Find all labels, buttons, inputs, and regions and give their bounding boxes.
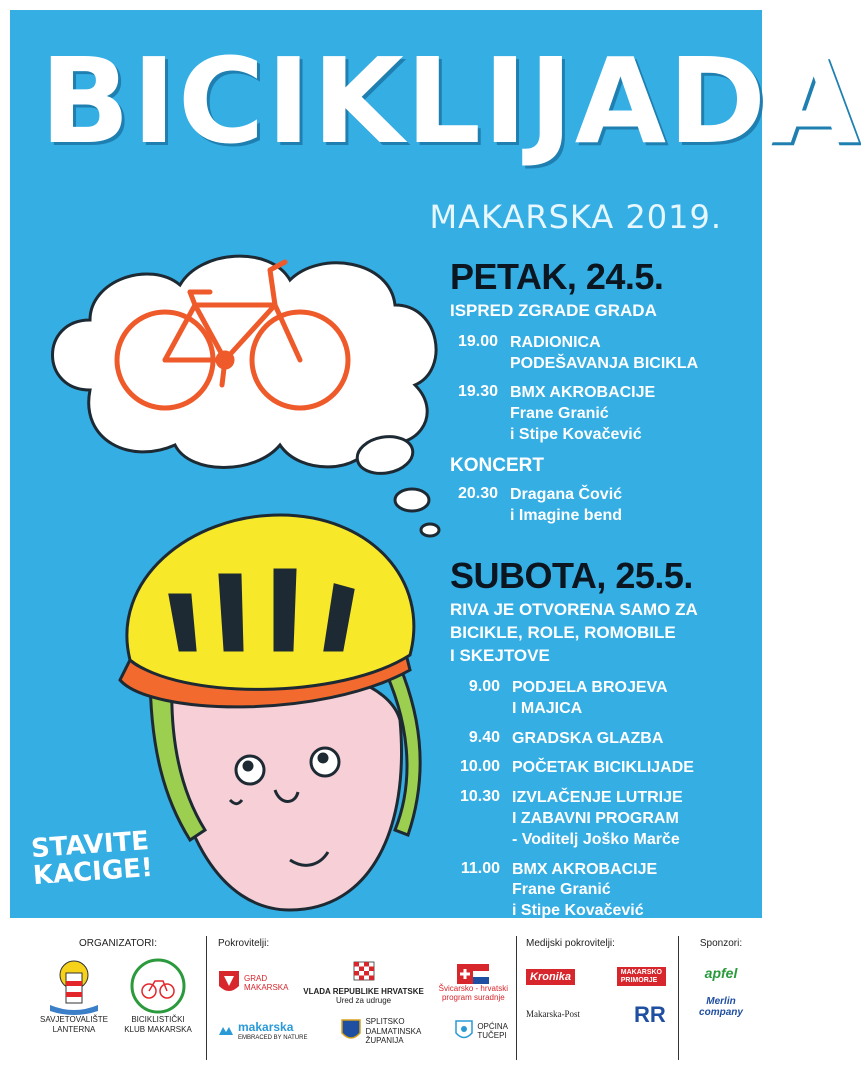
org-line: KLUB MAKARSKA [124,1024,192,1034]
event-time: 10.30 [459,788,500,806]
radio-makarska-logo-icon [632,1002,666,1026]
media-kronika-logo: Kronika [526,969,575,985]
bike-club-logo-icon [129,957,187,1015]
event-line: i Imagine bend [510,506,623,524]
patron-makarska-tourism [218,1021,307,1042]
event-desc [510,485,622,527]
media-line: PRIMORJE [620,976,658,984]
patron-zupanija [341,1017,421,1045]
event-line: PODJELA BROJEVA [512,678,668,696]
friday-place: ISPRED ZGRADE GRADA [450,300,657,320]
event-desc [512,860,657,922]
sponsors [686,938,756,1018]
sponsor-line: Merlin [706,996,736,1007]
slogan-line-1: STAVITE [30,826,151,865]
event-line: I ZABAVNI PROGRAM [512,809,679,827]
event-desc [512,758,694,779]
schedule-row [450,860,750,922]
patron-line: makarska [238,1019,294,1034]
org-club-name [118,1015,198,1034]
poster-subtitle: MAKARSKA 2019. [429,198,722,236]
patron-text [477,1022,508,1040]
place-line: BICIKLE, ROLE, ROMOBILE [450,623,676,643]
org-line: LANTERNA [52,1024,96,1034]
organizers-label: ORGANIZATORI: [79,938,157,949]
event-line: i Stipe Kovačević [512,902,644,920]
patron-line: VLADA REPUBLIKE HRVATSKE [303,987,424,996]
sponsor-apfel-logo: apfel [704,965,738,981]
media-label: Medijski pokrovitelji: [526,938,615,949]
event-line: BMX AKROBACIJE [512,860,658,878]
croatian-coat-of-arms-icon [353,961,375,987]
event-time: 20.30 [458,484,499,502]
footer-divider [206,936,207,1060]
tucepi-coat-of-arms-icon [455,1020,473,1042]
org-line: BICIKLISTIČKI [131,1015,185,1024]
event-line: PODEŠAVANJA BICIKLA [510,354,699,372]
sponsor-merlin-logo [686,997,756,1018]
patron-line: DALMATINSKA [365,1026,422,1036]
event-line: BMX AKROBACIJE [510,384,656,402]
schedule [450,258,750,931]
event-line: - Voditelj Joško Marče [512,830,680,848]
patron-opcina-tucepi [455,1020,508,1042]
zupanija-coat-of-arms-icon [341,1019,361,1043]
event-time: 19.30 [458,383,499,401]
event-time: 11.00 [460,859,500,877]
footer-divider [516,936,517,1060]
event-desc [510,333,698,375]
patrons [218,938,508,1045]
event-time: 9.40 [468,728,500,746]
org-biciklisticki-klub [118,957,198,1034]
patron-line: TUČEPI [477,1031,507,1041]
event-time: 9.00 [468,677,500,695]
lanterna-logo-icon [44,957,104,1015]
concert-label: KONCERT [450,454,544,476]
media-patrons [526,938,666,1026]
event-line: RADIONICA [510,333,601,351]
footer [10,930,762,1070]
patron-line: EMBRACED BY NATURE [238,1034,308,1041]
event-line: Frane Granić [512,881,611,899]
patron-line: SPLITSKO [365,1017,405,1027]
patron-grad-makarska [218,970,288,996]
event-desc [510,383,655,445]
patron-line: OPĆINA [477,1021,508,1031]
patron-line: Švicarsko - hrvatski [438,984,508,993]
poster-title: BICIKLIJADA [40,32,861,170]
saturday-title: SUBOTA, 25.5. [450,555,693,597]
event-time: 19.00 [458,332,499,350]
event-line: I MAJICA [512,699,583,717]
schedule-row [450,788,750,850]
event-line: i Stipe Kovačević [510,425,642,443]
patron-line: program suradnje [441,993,505,1003]
saturday-place [450,599,750,668]
event-desc [512,788,683,850]
event-desc [512,729,663,750]
media-line: MAKARSKO [620,969,662,976]
poster [10,10,861,920]
schedule-row [450,333,750,375]
thought-cloud-bicycle-illustration [30,240,460,540]
event-desc [512,678,668,720]
place-line: RIVA JE OTVORENA SAMO ZA [450,600,698,620]
friday-title: PETAK, 24.5. [450,256,664,297]
place-line: I SKEJTOVE [450,645,550,665]
patron-text [238,1021,307,1042]
grad-makarska-logo-icon [218,970,240,996]
slogan [30,828,154,891]
svg-text:RR: RR [634,1002,666,1028]
event-line: Dragana Čović [510,485,623,503]
patron-text [439,984,508,1002]
org-line: SAVJETOVALIŠTE [39,1015,109,1024]
slogan-line-2: KACIGE! [32,853,154,892]
organizers [38,938,198,1034]
patron-line: ŽUPANIJA [365,1035,404,1045]
schedule-row [450,485,750,527]
patron-vlada [303,961,424,1005]
schedule-row [450,729,750,750]
patron-text [244,974,288,992]
cloud-shape [53,256,440,536]
schedule-row [450,758,750,779]
patron-line: MAKARSKA [244,983,289,993]
kid-with-helmet-illustration [110,500,430,920]
media-makarsko-primorje-logo [617,967,666,986]
makarska-tourism-logo-icon [218,1023,234,1039]
sponsor-line: company [699,1006,743,1018]
patron-text [303,987,424,1005]
patrons-label: Pokrovitelji: [218,938,270,949]
org-lanterna-name [38,1015,110,1034]
swiss-croatian-flag-icon [457,964,489,984]
sponsors-label: Sponzori: [699,938,743,949]
patron-line: GRAD [244,974,268,983]
footer-divider [678,936,679,1060]
event-time: 10.00 [459,758,500,776]
event-line: Frane Granić [510,405,609,423]
patron-line: Ured za udruge [335,996,392,1006]
event-line: GRADSKA GLAZBA [512,729,664,747]
patron-svicarsko-hrvatski [439,964,508,1002]
schedule-row [450,383,750,445]
event-line: POČETAK BICIKLIJADE [512,759,694,777]
media-makarska-post-logo: Makarska-Post [526,1009,580,1020]
patron-text [365,1017,421,1045]
event-line: IZVLAČENJE LUTRIJE [512,789,683,807]
schedule-row [450,678,750,720]
org-lanterna [38,957,110,1034]
